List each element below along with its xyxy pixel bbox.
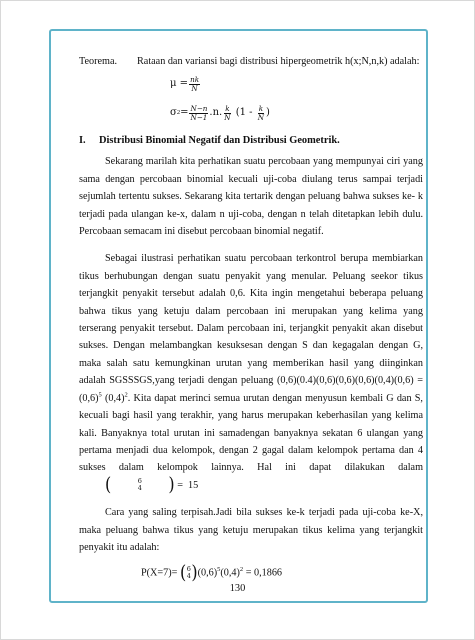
theorem-label: Teorema. — [79, 56, 118, 67]
theorem-statement — [79, 53, 423, 70]
page-number: 130 — [229, 583, 246, 594]
formula-mean — [170, 73, 423, 95]
variance-fraction-2 — [223, 105, 231, 122]
probability-equation — [141, 561, 423, 584]
variance-f3-denominator: N — [257, 112, 265, 122]
prob-sup-2: 2 — [239, 566, 244, 574]
prob-binomial: ( 6 4 ) — [179, 561, 198, 584]
illustration-sup-b: 2 — [124, 391, 128, 399]
paragraph-illustration — [79, 250, 423, 494]
binom-bottom: 4 — [137, 484, 142, 493]
theorem-text: Rataan dan variansi bagi distribusi hipergeometrik h(x;N,n,k) adalah: — [137, 56, 420, 67]
page-content — [79, 53, 423, 582]
prob-binom-bottom: 4 — [186, 572, 191, 581]
prob-rhs: = 0,1866 — [243, 567, 283, 579]
prob-lhs: P(X=7)= — [141, 567, 180, 579]
prob-sup-1: 5 — [217, 566, 221, 574]
variance-f1-numerator: N−n — [190, 103, 208, 113]
mean-numerator: nk — [190, 74, 200, 84]
prob-mid-2: (0,4) — [220, 567, 240, 579]
variance-equals: = — [180, 107, 189, 119]
illustration-text-d: = 15 — [174, 479, 199, 491]
variance-f1-denominator: N−1 — [190, 112, 208, 122]
mean-lhs: μ = — [170, 78, 189, 90]
variance-fraction-3 — [257, 105, 265, 122]
binomial-coefficient: ( 6 4 ) — [105, 473, 175, 496]
illustration-sup-a: 5 — [98, 391, 102, 399]
variance-f3-numerator: k — [258, 103, 264, 113]
mean-denominator: N — [191, 83, 198, 93]
section-number: I. — [79, 135, 86, 147]
prob-binom-top: 6 — [186, 564, 191, 573]
illustration-text-c: . Kita dapat merinci semua urutan dengan menyusun kembali G dan S, kecuali bagi hasil yang terakhir, yang harus merupakan keberhasilan yang kelima kali. Banyaknya total urutan ini samadengan banyaknya sekatan 6 ulangan yang pertama menjadi dua kelompok, dengan 2 gagal dalam kelompok pertama dan 4 sukses dalam kelompok lainnya. Hal ini dapat dilakukan dalam — [79, 392, 423, 474]
variance-fraction-1 — [189, 105, 208, 122]
paragraph-intro: Sekarang marilah kita perhatikan suatu percobaan yang mempunyai ciri yang sama dengan percobaan binomial kecuali uji-coba diulang terus sampai terjadi sejumlah tertentu sukses. Sekarang kita tertarik dengan peluang bahwa sukses ke- k terjadi pada ulangan ke-x, dalam n uji-coba, dengan n telah ditetapkan lebih dulu. Percobaan semacam ini disebut percobaan binomial negatif. — [79, 156, 423, 238]
variance-paren-open: (1 - — [232, 107, 256, 119]
section-title: Distribusi Binomial Negatif dan Distribusi Geometrik. — [99, 135, 340, 147]
illustration-text-a: Sebagai ilustrasi perhatikan suatu percobaan terkontrol berupa membiarkan tikus berhubungan dengan suatu penyakit yang menular. Peluang seekor tikus terjangkit penyakit tersebut adalah 0,6. Kita ingin mengetahui beberapa peluang bahwa tikus yang ketuju dalam percobaan ini merupakan yang kelima yang terserang penyakit tersebut. Dalam percobaan ini, terjangkit penyakit akan disebut sukses. Dengan melambangkan kesuksesan dengan S dan kegagalan dengan G, maka salah satu kemungkinan urutan yang memberikan hasil yang diinginkan adalah SGSSSGS,yang terjadi dengan peluang (0,6)(0.4)(0,6)(0,6)(0,6)(0,4)(0,6) = (0,6) — [79, 253, 423, 404]
variance-f2-denominator: N — [224, 112, 231, 122]
mean-fraction — [189, 76, 200, 93]
variance-symbol: σ — [170, 107, 177, 119]
binom-top: 6 — [137, 476, 142, 485]
illustration-text-b: (0,4) — [101, 392, 125, 404]
variance-f2-numerator: k — [225, 103, 230, 113]
variance-mid: .n. — [209, 107, 223, 119]
section-heading — [79, 133, 423, 149]
paragraph-conclusion: Cara yang saling terpisah.Jadi bila sukses ke-k terjadi pada uji-coba ke-X, maka peluang bahwa tikus yang ketuju merupakan tikus kelima yang terjangkit penyakit itu adalah: — [79, 507, 423, 553]
variance-paren-close: ) — [266, 107, 270, 119]
formula-variance: σ 2 = $\frac{N-n}{N-1}$ .n. $\frac{k}{N}$ (1 - $\frac{k}{N}$ ) — [170, 103, 270, 122]
prob-mid: (0,6) — [197, 567, 218, 579]
